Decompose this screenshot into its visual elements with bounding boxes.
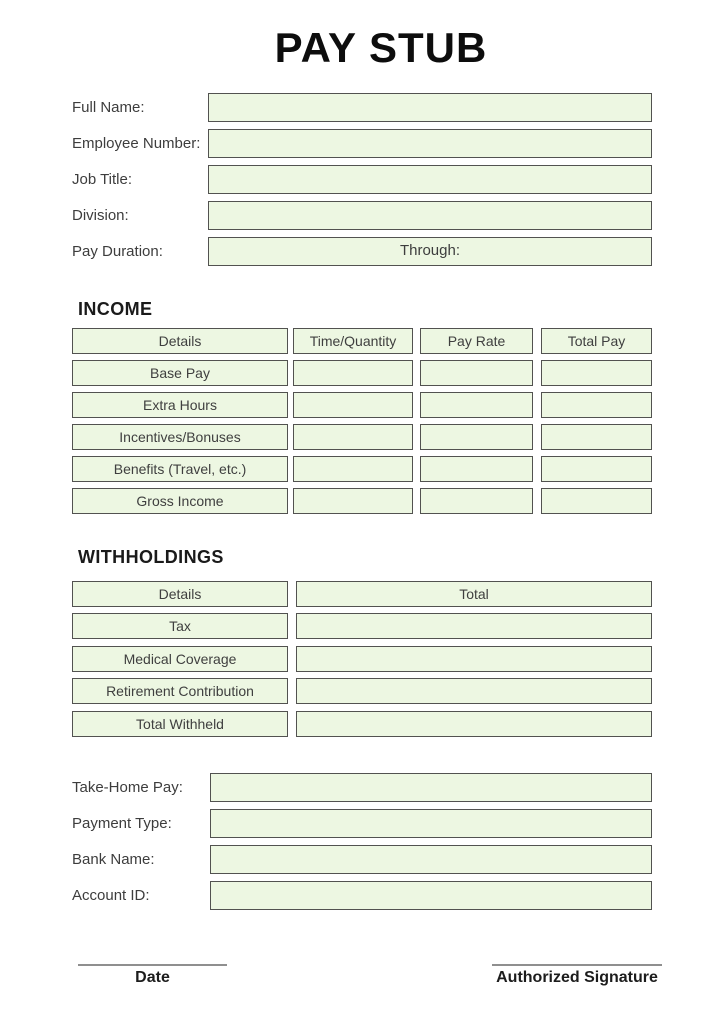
authorized-signature-label: Authorized Signature [496, 969, 658, 986]
signature-line[interactable] [492, 964, 662, 966]
withholdings-header-total: Total [296, 581, 652, 607]
employee-number-label: Employee Number: [72, 135, 201, 152]
full-name-label: Full Name: [72, 99, 145, 116]
income-cell-input[interactable] [541, 456, 652, 482]
account-id-label: Account ID: [72, 887, 150, 904]
withholdings-cell-input[interactable] [296, 613, 652, 639]
income-cell-input[interactable] [420, 392, 533, 418]
job-title-input[interactable] [208, 165, 652, 194]
withholdings-section-heading: WITHHOLDINGS [78, 547, 224, 567]
income-cell-input[interactable] [420, 360, 533, 386]
income-cell-input[interactable] [541, 392, 652, 418]
take-home-pay-label: Take-Home Pay: [72, 779, 183, 796]
income-cell-input[interactable] [293, 424, 413, 450]
income-row-label: Extra Hours [72, 392, 288, 418]
withholdings-cell-input[interactable] [296, 646, 652, 672]
page-title: PAY STUB [274, 24, 488, 71]
withholdings-cell-input[interactable] [296, 711, 652, 737]
account-id-input[interactable] [210, 881, 652, 910]
income-cell-input[interactable] [541, 488, 652, 514]
bank-name-label: Bank Name: [72, 851, 155, 868]
through-label: Through: [399, 242, 461, 259]
income-cell-input[interactable] [293, 392, 413, 418]
withholdings-row-label: Tax [72, 613, 288, 639]
payment-type-input[interactable] [210, 809, 652, 838]
income-header-details: Details [72, 328, 288, 354]
income-row-label: Incentives/Bonuses [72, 424, 288, 450]
employee-number-input[interactable] [208, 129, 652, 158]
job-title-label: Job Title: [72, 171, 133, 188]
income-cell-input[interactable] [541, 360, 652, 386]
income-cell-input[interactable] [541, 424, 652, 450]
division-label: Division: [72, 207, 129, 224]
income-row-label: Base Pay [72, 360, 288, 386]
income-row-label: Benefits (Travel, etc.) [72, 456, 288, 482]
pay-duration-label: Pay Duration: [72, 243, 163, 260]
income-section-heading: INCOME [78, 299, 153, 319]
withholdings-row-label: Total Withheld [72, 711, 288, 737]
income-header-time-quantity: Time/Quantity [293, 328, 413, 354]
withholdings-cell-input[interactable] [296, 678, 652, 704]
income-header-total-pay: Total Pay [541, 328, 652, 354]
date-label: Date [135, 969, 170, 986]
income-cell-input[interactable] [420, 424, 533, 450]
withholdings-row-label: Medical Coverage [72, 646, 288, 672]
bank-name-input[interactable] [210, 845, 652, 874]
income-cell-input[interactable] [293, 456, 413, 482]
full-name-input[interactable] [208, 93, 652, 122]
withholdings-row-label: Retirement Contribution [72, 678, 288, 704]
pay-duration-input[interactable] [208, 237, 652, 266]
division-input[interactable] [208, 201, 652, 230]
income-row-label: Gross Income [72, 488, 288, 514]
income-cell-input[interactable] [293, 360, 413, 386]
date-line[interactable] [78, 964, 227, 966]
income-cell-input[interactable] [420, 488, 533, 514]
withholdings-header-details: Details [72, 581, 288, 607]
payment-type-label: Payment Type: [72, 815, 172, 832]
income-cell-input[interactable] [293, 488, 413, 514]
income-header-pay-rate: Pay Rate [420, 328, 533, 354]
take-home-pay-input[interactable] [210, 773, 652, 802]
income-cell-input[interactable] [420, 456, 533, 482]
